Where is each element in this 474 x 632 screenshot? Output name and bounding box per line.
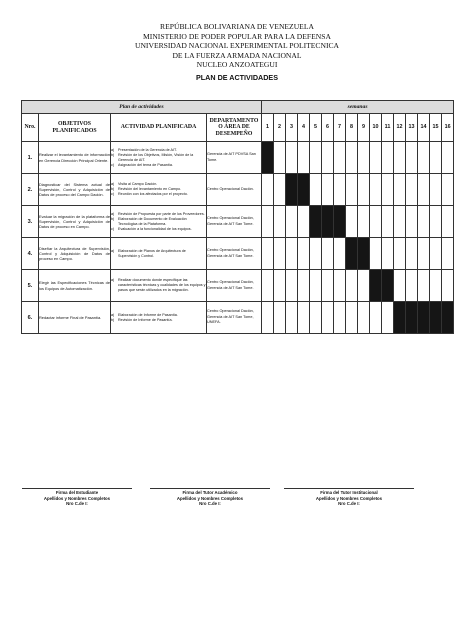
activity-item xyxy=(111,278,206,293)
week-cell xyxy=(382,206,394,238)
activity-item xyxy=(111,217,206,227)
week-cell xyxy=(298,238,310,270)
week-cell xyxy=(406,270,418,302)
week-cell xyxy=(430,174,442,206)
week-cell xyxy=(274,302,286,334)
table-row xyxy=(22,142,454,174)
week-cell xyxy=(346,270,358,302)
group-header-plan: Plan de actividades xyxy=(22,101,262,114)
department-cell: Centro Operacional Dación. xyxy=(207,174,262,206)
signature-id: Nro C.de I: xyxy=(199,501,221,507)
week-cell xyxy=(442,238,454,270)
week-cell xyxy=(298,142,310,174)
week-cell xyxy=(346,206,358,238)
table-row xyxy=(22,270,454,302)
week-cell xyxy=(274,206,286,238)
activity-text: Revisión de Propuesta por parte de los Proveedores. xyxy=(118,211,205,216)
week-cell xyxy=(418,238,430,270)
group-header-weeks: semanas xyxy=(262,101,454,114)
week-cell-filled xyxy=(406,302,418,334)
week-header-5: 5 xyxy=(310,114,322,142)
week-cell xyxy=(274,174,286,206)
week-header-3: 3 xyxy=(286,114,298,142)
header-line: MINISTERIO DE PODER POPULAR PARA LA DEFENSA xyxy=(143,31,331,41)
signature-names: Apellidos y Nombres Completos xyxy=(176,495,244,501)
week-cell xyxy=(334,238,346,270)
activity-letter: b) xyxy=(111,152,115,157)
table-row xyxy=(22,206,454,238)
activity-text: Reunión con los afectados por el proyecto. xyxy=(118,192,188,196)
objective-cell: Evaluar la migración de la plataforma de Supervisión, Control y Adquisición de Datos de proceso en Campo. xyxy=(39,206,111,238)
week-header-7: 7 xyxy=(334,114,346,142)
signature-academic-tutor xyxy=(150,488,270,507)
signature-names: Apellidos y Nombres Completos xyxy=(43,495,111,501)
signature-institutional-tutor xyxy=(284,488,414,507)
week-cell xyxy=(334,270,346,302)
week-header-1: 1 xyxy=(262,114,274,142)
week-header-13: 13 xyxy=(406,114,418,142)
header-line: REPÚBLICA BOLIVARIANA DE VENEZUELA xyxy=(160,22,314,31)
week-cell xyxy=(358,270,370,302)
activity-item xyxy=(111,318,206,323)
week-cell xyxy=(346,174,358,206)
week-cell xyxy=(322,142,334,174)
week-cell xyxy=(382,302,394,334)
activity-item xyxy=(111,153,206,163)
week-cell xyxy=(370,302,382,334)
department-cell: Gerencia de AIT PDVSA San Tome. xyxy=(207,142,262,174)
department-cell: Centro Operacional Dación, Gerencia de AIT San Tome. xyxy=(207,238,262,270)
week-cell xyxy=(262,206,274,238)
document-header xyxy=(0,22,474,70)
week-cell xyxy=(274,238,286,270)
activity-letter: a) xyxy=(111,248,115,253)
week-cell xyxy=(310,142,322,174)
header-line: NUCLEO ANZOATEGUI xyxy=(196,60,278,70)
activity-cell xyxy=(111,142,207,174)
activity-text: Revisión de Informe de Pasantía. xyxy=(118,317,173,322)
week-cell xyxy=(358,142,370,174)
activity-letter: c) xyxy=(111,226,115,231)
table-row xyxy=(22,302,454,334)
week-cell xyxy=(394,174,406,206)
activity-text: Asignación del tema de Pasantía. xyxy=(118,162,173,167)
activity-cell xyxy=(111,302,207,334)
week-cell xyxy=(406,142,418,174)
week-cell xyxy=(298,270,310,302)
objective-cell: Redactar informe Final de Pasantía. xyxy=(39,302,111,334)
week-cell xyxy=(382,142,394,174)
activity-cell xyxy=(111,206,207,238)
week-cell xyxy=(382,174,394,206)
department-cell: Centro Operacional Dación, Gerencia de AIT San Tome. xyxy=(207,206,262,238)
week-cell-filled xyxy=(442,302,454,334)
week-cell xyxy=(322,174,334,206)
activity-letter: a) xyxy=(111,147,115,152)
header-line: UNIVERSIDAD NACIONAL EXPERIMENTAL POLITECNICA xyxy=(134,41,340,51)
week-cell xyxy=(346,302,358,334)
column-header-department: DEPARTAMENTO O ÁREA DE DESEMPEÑO xyxy=(207,114,262,142)
week-cell xyxy=(286,142,298,174)
week-header-14: 14 xyxy=(418,114,430,142)
week-cell-filled xyxy=(322,206,334,238)
week-cell xyxy=(442,270,454,302)
activity-cell xyxy=(111,174,207,206)
week-cell xyxy=(394,206,406,238)
activity-text: Revisión del levantamiento en Campo. xyxy=(118,187,182,191)
activity-item xyxy=(111,249,206,259)
week-cell xyxy=(298,302,310,334)
week-cell-filled xyxy=(394,302,406,334)
week-cell xyxy=(442,206,454,238)
week-cell xyxy=(430,142,442,174)
table-row xyxy=(22,174,454,206)
activity-text: Elaboración de Informe de Pasantía. xyxy=(118,312,178,317)
week-header-11: 11 xyxy=(382,114,394,142)
week-cell xyxy=(394,238,406,270)
week-cell xyxy=(394,142,406,174)
activity-text: Evaluación a la funcionalidad de los equipos. xyxy=(118,226,192,231)
activity-letter: a) xyxy=(111,182,115,186)
week-cell-filled xyxy=(262,142,274,174)
week-cell xyxy=(262,238,274,270)
activity-cell xyxy=(111,238,207,270)
activity-letter: b) xyxy=(111,317,115,322)
week-cell xyxy=(418,142,430,174)
row-number: 1. xyxy=(22,142,39,174)
week-cell xyxy=(310,238,322,270)
week-cell xyxy=(430,270,442,302)
department-cell: Centro Operacional Dación, Gerencia de AIT San Tome. xyxy=(207,270,262,302)
week-cell xyxy=(334,302,346,334)
week-header-8: 8 xyxy=(346,114,358,142)
week-cell xyxy=(262,174,274,206)
activity-text: Elaboración de Planos de Arquitectura de Supervisión y Control. xyxy=(118,248,186,258)
week-cell xyxy=(262,302,274,334)
signature-student xyxy=(22,488,132,507)
week-cell xyxy=(358,174,370,206)
row-number: 4. xyxy=(22,238,39,270)
week-cell xyxy=(418,270,430,302)
activity-letter: b) xyxy=(111,216,115,221)
week-cell xyxy=(322,270,334,302)
week-cell xyxy=(406,174,418,206)
activity-letter: a) xyxy=(111,312,115,317)
week-cell-filled xyxy=(430,302,442,334)
week-header-4: 4 xyxy=(298,114,310,142)
week-header-9: 9 xyxy=(358,114,370,142)
signature-id: Nro C.de I: xyxy=(66,501,88,507)
week-cell-filled xyxy=(358,238,370,270)
activity-letter: c) xyxy=(111,162,115,167)
week-header-16: 16 xyxy=(442,114,454,142)
week-cell xyxy=(334,174,346,206)
week-header-12: 12 xyxy=(394,114,406,142)
week-cell xyxy=(418,174,430,206)
week-cell xyxy=(262,270,274,302)
activity-plan-table xyxy=(21,100,454,334)
activity-cell xyxy=(111,270,207,302)
week-cell xyxy=(358,302,370,334)
week-cell-filled xyxy=(370,270,382,302)
week-cell xyxy=(370,174,382,206)
week-cell xyxy=(394,270,406,302)
week-cell xyxy=(286,238,298,270)
week-cell xyxy=(370,142,382,174)
week-cell xyxy=(418,206,430,238)
week-cell xyxy=(286,270,298,302)
row-number: 2. xyxy=(22,174,39,206)
week-cell-filled xyxy=(310,206,322,238)
header-line: DE LA FUERZA ARMADA NACIONAL xyxy=(172,50,302,60)
week-cell-filled xyxy=(382,270,394,302)
activity-item xyxy=(111,163,206,168)
activity-letter: a) xyxy=(111,211,115,216)
week-cell xyxy=(322,238,334,270)
week-cell-filled xyxy=(346,238,358,270)
week-cell xyxy=(274,142,286,174)
table-row xyxy=(22,238,454,270)
week-cell xyxy=(334,142,346,174)
week-cell-filled xyxy=(334,206,346,238)
week-cell xyxy=(430,238,442,270)
activity-item xyxy=(111,192,206,197)
plan-title: PLAN DE ACTIVIDADES xyxy=(196,73,278,82)
week-header-2: 2 xyxy=(274,114,286,142)
objective-cell: Diagnosticar del Sistema actual de Supervisión, Control y Adquisición de Datos de proceso del Campo Dación. xyxy=(39,174,111,206)
column-header-nro: Nro. xyxy=(22,114,39,142)
week-cell xyxy=(442,174,454,206)
week-cell xyxy=(358,206,370,238)
week-header-10: 10 xyxy=(370,114,382,142)
activity-text: Presentación de la Gerencia de AIT. xyxy=(118,147,177,152)
signature-role: Firma del Estudiante xyxy=(55,490,99,495)
signature-role: Firma del Tutor Institucional xyxy=(320,490,378,495)
week-cell xyxy=(430,206,442,238)
week-cell-filled xyxy=(418,302,430,334)
objective-cell: Elegir las Especificaciones Técnicas de los Equipos de Automatización. xyxy=(39,270,111,302)
week-cell xyxy=(370,238,382,270)
week-cell xyxy=(286,206,298,238)
week-header-15: 15 xyxy=(430,114,442,142)
objective-cell: Diseñar la Arquitectura de Supervisión, Control y Adquisición de Datos de proceso en Campo. xyxy=(39,238,111,270)
week-cell xyxy=(310,174,322,206)
week-cell xyxy=(274,270,286,302)
week-cell xyxy=(310,302,322,334)
week-cell xyxy=(322,302,334,334)
activity-text: Realizar documento donde especifique las características técnicas y cualidades de los equipos y pasos que serán utilizados en la migración. xyxy=(118,278,206,292)
week-cell xyxy=(346,142,358,174)
row-number: 3. xyxy=(22,206,39,238)
activity-letter: c) xyxy=(111,192,115,196)
week-cell-filled xyxy=(298,174,310,206)
week-cell xyxy=(406,206,418,238)
activity-text: Visita al Campo Dación. xyxy=(118,182,158,186)
objective-cell: Realizar el levantamiento de información en Gerencia Dirección Principal Oriente. xyxy=(39,142,111,174)
department-cell: Centro Operacional Dación, Gerencia de AIT San Tome, UNEFA. xyxy=(207,302,262,334)
week-cell-filled xyxy=(286,174,298,206)
row-number: 5. xyxy=(22,270,39,302)
signature-role: Firma del Tutor Académico xyxy=(182,490,238,495)
column-header-activity: ACTIVIDAD PLANIFICADA xyxy=(111,114,207,142)
week-cell xyxy=(310,270,322,302)
week-cell xyxy=(298,206,310,238)
signature-names: Apellidos y Nombres Completos xyxy=(315,495,383,501)
row-number: 6. xyxy=(22,302,39,334)
activity-letter: b) xyxy=(111,187,115,191)
week-cell xyxy=(382,238,394,270)
activity-letter: a) xyxy=(111,278,115,282)
activity-item xyxy=(111,227,206,232)
week-cell xyxy=(370,206,382,238)
week-cell xyxy=(286,302,298,334)
signature-id: Nro C.de I: xyxy=(338,501,360,507)
week-cell xyxy=(442,142,454,174)
week-header-6: 6 xyxy=(322,114,334,142)
column-header-objectives: OBJETIVOS PLANIFICADOS xyxy=(39,114,111,142)
week-cell xyxy=(406,238,418,270)
activity-text: Revisión de los Objetivos, Misión, Visión de la Gerencia de AIT. xyxy=(118,152,194,162)
activity-text: Elaboración de Documento de Evaluación Tecnológica de la Plataforma. xyxy=(118,216,187,226)
